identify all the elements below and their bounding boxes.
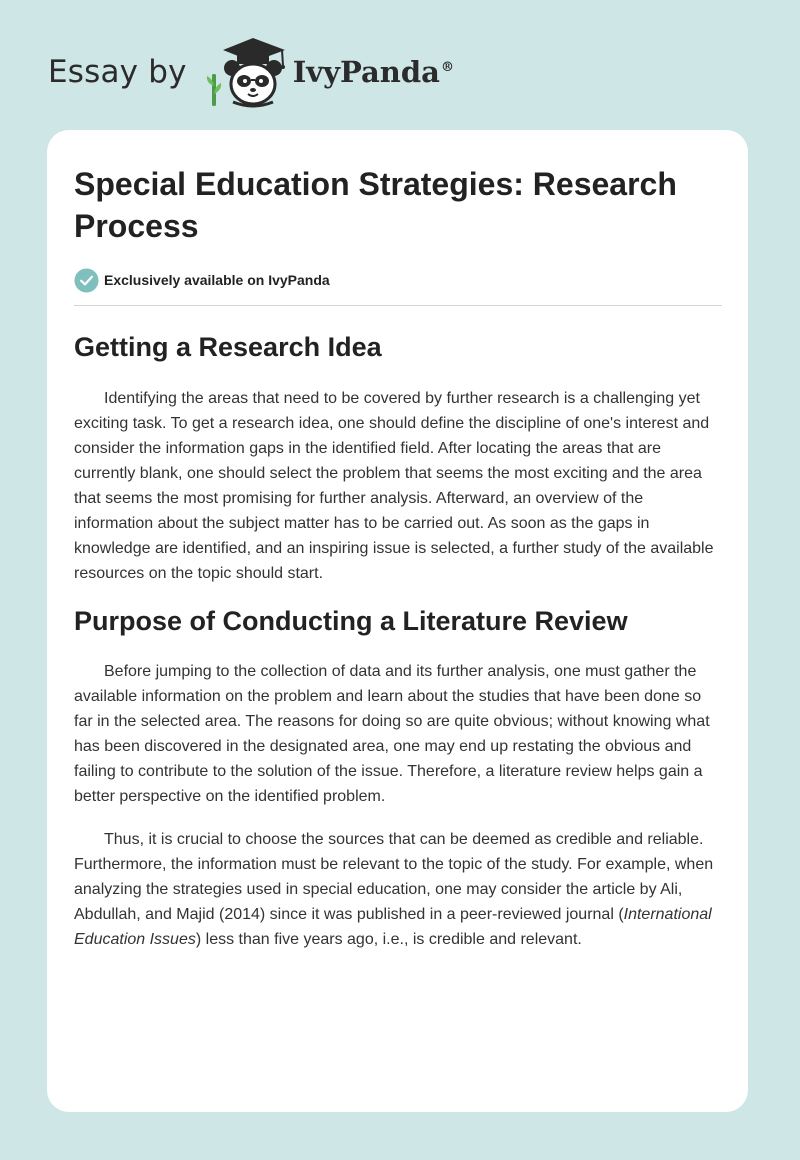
section-heading-research-idea: Getting a Research Idea <box>74 332 382 362</box>
site-header <box>48 34 454 110</box>
essay-card <box>47 130 748 1112</box>
exclusive-badge <box>74 267 722 293</box>
panda-graduate-logo-icon[interactable] <box>203 34 291 110</box>
check-circle-icon <box>74 268 99 293</box>
title-divider <box>74 305 722 306</box>
paragraph: Before jumping to the collection of data and its further analysis, one must gather the available information on the problem and learn about the studies that have been done so far in the selected area. The reasons for doing so are quite obvious; without knowing what has been discovered in the designated area, one may end up restating the obvious and failing to contribute to the solution of the issue. Therefore, a literature review helps gain a better perspective on the identified problem. <box>74 663 710 805</box>
paragraph: Identifying the areas that need to be covered by further research is a challenging yet exciting task. To get a research idea, one should define the discipline of one's interest and consider the information gaps in the identified field. After locating the areas that are currently blank, one should select the problem that seems the most exciting and the area that seems the most promising for further analysis. Afterward, an overview of the information about the subject matter has to be carried out. As soon as the gaps in knowledge are identified, and an inspiring issue is selected, a further study of the available resources on the topic should start. <box>74 390 714 582</box>
section-heading-literature-review: Purpose of Conducting a Literature Review <box>74 606 628 636</box>
essay-content <box>74 130 722 952</box>
journal-title: International Education Issues <box>74 906 712 948</box>
essay-title: Special Education Strategies: Research Process <box>74 166 677 244</box>
exclusive-badge-text: Exclusively available on IvyPanda <box>104 272 330 288</box>
paragraph: Thus, it is crucial to choose the sources that can be deemed as credible and reliable. Furthermore, the information must be relevant to the topic of the study. For example, when analyzing the strategies used in special education, one may consider the article by Ali, Abdullah, and Majid (2014) since it was published in a peer-reviewed journal (International Education Issues) less than five years ago, i.e., is credible and relevant. <box>74 831 714 948</box>
brand-name: IvyPanda® <box>292 54 454 89</box>
essay-by-label: Essay by <box>48 53 187 90</box>
